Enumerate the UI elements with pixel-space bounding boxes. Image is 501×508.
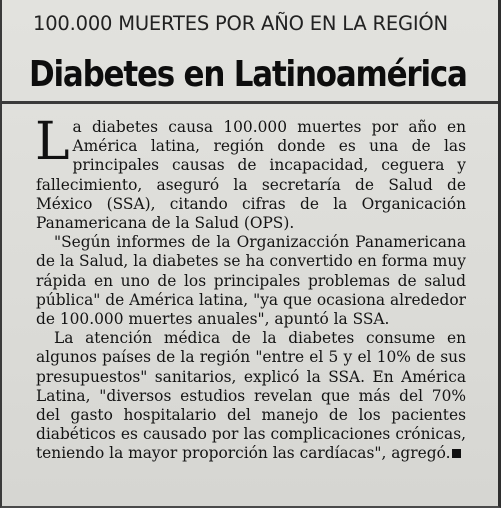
article-paragraph-1 — [35, 112, 466, 233]
headline-divider — [2, 101, 499, 104]
paragraph-1-text: a diabetes causa 100.000 muertes por año en América latina, región donde es una de las principales causas de incapacidad, ceguera y fallecimiento, aseguró la secretaría de Salud de México (SSA), citando cifras de la Organicación Panamericana de la Salud (OPS). — [36, 118, 466, 233]
article-paragraph-3 — [36, 329, 466, 463]
kicker-subheading: 100.000 MUERTES POR AÑO EN LA REGIÓN — [33, 12, 448, 35]
paragraph-3-text: La atención médica de la diabetes consume en algunos países de la región "entre el 5 y el 10% de sus presupuestos" sanitarios, explicó la SSA. En América Latina, "diversos estudios revelan que más del 70% del gasto hospitalario del manejo de los pacientes diabéticos es causado por las complicaciones crónicas, teniendo la mayor proporción las cardíacas", agregó. — [36, 329, 466, 463]
drop-cap: L — [35, 112, 70, 172]
headline: Diabetes en Latinoamérica — [29, 54, 467, 95]
article-body — [35, 112, 466, 464]
end-mark-icon — [452, 449, 461, 458]
paragraph-2-text: "Según informes de la Organizacción Panamericana de la Salud, la diabetes se ha convertido en forma muy rápida en uno de los principales problemas de salud pública" de América latina, "ya que ocasiona alrededor de 100.000 muertes anuales", apuntó la SSA. — [36, 233, 466, 329]
article-paragraph-2 — [36, 233, 466, 329]
